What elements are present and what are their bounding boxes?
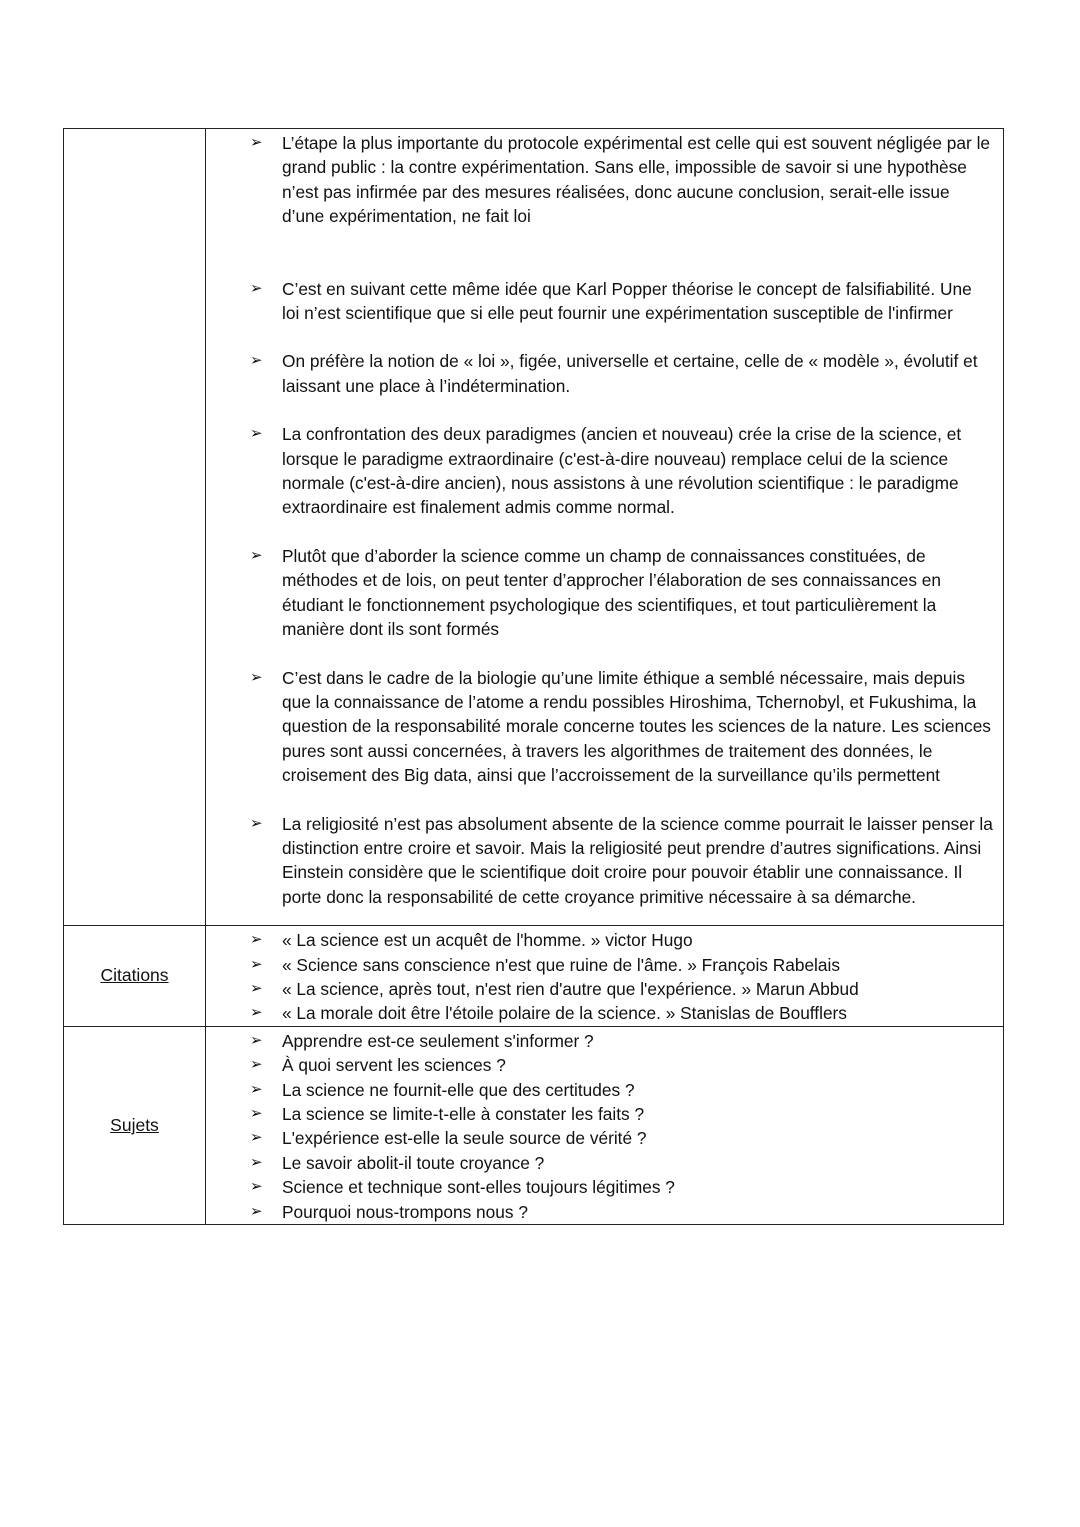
sujets-row xyxy=(64,1026,1004,1224)
list-item xyxy=(244,812,993,910)
note-text: La religiosité n’est pas absolument absente de la science comme pourrait le laisser penser la distinction entre croire et savoir. Mais la religiosité peut prendre d’autres significations. Ainsi Einstein considère que le scientifique doit croire pour pouvoir établir une connaissance. Il porte donc la responsabilité de cette croyance primitive nécessaire à sa démarche. xyxy=(282,813,993,907)
note-text: C’est en suivant cette même idée que Karl Popper théorise le concept de falsifiabilité. Une loi n’est scientifique que si elle peut fournir une expérimentation susceptible de l'infirmer xyxy=(282,278,972,324)
sujet-text: Le savoir abolit-il toute croyance ? xyxy=(282,1152,545,1173)
arrow-bullet-icon: ➢ xyxy=(250,1202,263,1220)
sujet-item xyxy=(244,1126,993,1150)
arrow-bullet-icon: ➢ xyxy=(250,1178,263,1196)
list-item xyxy=(244,666,993,788)
note-text: L’étape la plus importante du protocole expérimental est celle qui est souvent négligée par le grand public : la contre expérimentation. Sans elle, impossible de savoir si une hypothèse n’est pas infirmée par des mesures réalisées, donc aucune conclusion, serait-elle issue d’une expérimentation, ne fait loi xyxy=(282,133,991,227)
citation-text: « La science, après tout, n'est rien d'autre que l'expérience. » Marun Abbud xyxy=(282,978,859,999)
citation-item xyxy=(244,953,993,977)
note-text: La confrontation des deux paradigmes (ancien et nouveau) crée la crise de la science, et lorsque le paradigme extraordinaire (c'est-à-dire nouveau) remplace celui de la science normale (c'est-à-dire ancien), nous assistons à une révolution scientifique : le paradigme extraordinaire est finalement admis comme normal. xyxy=(282,424,962,518)
arrow-bullet-icon: ➢ xyxy=(250,279,263,297)
sujet-item xyxy=(244,1053,993,1077)
sujets-list xyxy=(244,1029,993,1224)
list-item xyxy=(244,544,993,642)
arrow-bullet-icon: ➢ xyxy=(250,814,263,832)
citation-text: « Science sans conscience n'est que ruine de l'âme. » François Rabelais xyxy=(282,954,840,975)
notes-label-cell xyxy=(64,129,206,926)
citations-label-cell xyxy=(64,926,206,1027)
arrow-bullet-icon: ➢ xyxy=(250,1153,263,1171)
sujet-text: La science ne fournit-elle que des certitudes ? xyxy=(282,1079,635,1100)
arrow-bullet-icon: ➢ xyxy=(250,1004,263,1022)
note-text: On préfère la notion de « loi », figée, universelle et certaine, celle de « modèle », évolutif et laissant une place à l’indétermination. xyxy=(282,351,978,396)
arrow-bullet-icon: ➢ xyxy=(250,1056,263,1074)
list-item xyxy=(244,277,993,326)
citation-item xyxy=(244,928,993,952)
arrow-bullet-icon: ➢ xyxy=(250,1080,263,1098)
arrow-bullet-icon: ➢ xyxy=(250,425,263,443)
list-item xyxy=(244,349,993,398)
sujet-item xyxy=(244,1078,993,1102)
note-text: Plutôt que d’aborder la science comme un champ de connaissances constituées, de méthodes et de lois, on peut tenter d’approcher l’élaboration de ses connaissances en étudiant le fonctionnement psychologique des scientifiques, et tout particulièrement la manière dont ils sont formés xyxy=(282,545,942,640)
citation-text: « La morale doit être l'étoile polaire de la science. » Stanislas de Boufflers xyxy=(282,1003,847,1024)
arrow-bullet-icon: ➢ xyxy=(250,1105,263,1122)
sujet-item xyxy=(244,1102,993,1126)
note-text: C’est dans le cadre de la biologie qu’une limite éthique a semblé nécessaire, mais depuis que la connaissance de l’atome a rendu possibles Hiroshima, Tchernobyl, et Fukushima, la question de la responsabilité morale concerne toutes les sciences de la nature. Les sciences pures sont aussi concernées, à travers les algorithmes de traitement des données, le croisement des Big data, ainsi que l’accroissement de la surveillance qu’ils permettent xyxy=(282,667,991,786)
list-item xyxy=(244,422,993,520)
sujet-text: Science et technique sont-elles toujours légitimes ? xyxy=(282,1177,675,1198)
sujet-text: Pourquoi nous-trompons nous ? xyxy=(282,1201,528,1222)
sujets-content-cell xyxy=(206,1026,1004,1224)
arrow-bullet-icon: ➢ xyxy=(250,955,263,973)
sujet-text: À quoi servent les sciences ? xyxy=(282,1055,506,1076)
arrow-bullet-icon: ➢ xyxy=(250,546,263,564)
sujet-text: La science se limite-t-elle à constater les faits ? xyxy=(282,1104,645,1124)
arrow-bullet-icon: ➢ xyxy=(250,931,263,949)
citation-text: « La science est un acquêt de l'homme. » victor Hugo xyxy=(282,930,693,951)
citation-item xyxy=(244,977,993,1001)
sujet-text: Apprendre est-ce seulement s'informer ? xyxy=(282,1030,594,1051)
list-item xyxy=(244,131,993,229)
arrow-bullet-icon: ➢ xyxy=(250,134,263,151)
arrow-bullet-icon: ➢ xyxy=(250,668,263,686)
notes-content-cell xyxy=(206,129,1004,926)
sujet-item xyxy=(244,1200,993,1224)
sujet-item xyxy=(244,1175,993,1199)
sujet-item xyxy=(244,1151,993,1175)
citations-list xyxy=(244,928,993,1026)
citation-item xyxy=(244,1001,993,1025)
arrow-bullet-icon: ➢ xyxy=(250,352,263,370)
arrow-bullet-icon: ➢ xyxy=(250,1129,263,1147)
arrow-bullet-icon: ➢ xyxy=(250,979,263,997)
citations-row xyxy=(64,926,1004,1027)
citations-content-cell xyxy=(206,926,1004,1027)
sujets-label-cell xyxy=(64,1026,206,1224)
citations-label: Citations xyxy=(100,965,169,986)
notes-list xyxy=(244,131,993,909)
sujets-label: Sujets xyxy=(110,1114,159,1135)
sujet-item xyxy=(244,1029,993,1053)
notes-row xyxy=(64,129,1004,926)
notes-table xyxy=(63,128,1004,1225)
arrow-bullet-icon: ➢ xyxy=(250,1031,263,1049)
sujet-text: L'expérience est-elle la seule source de vérité ? xyxy=(282,1128,647,1149)
